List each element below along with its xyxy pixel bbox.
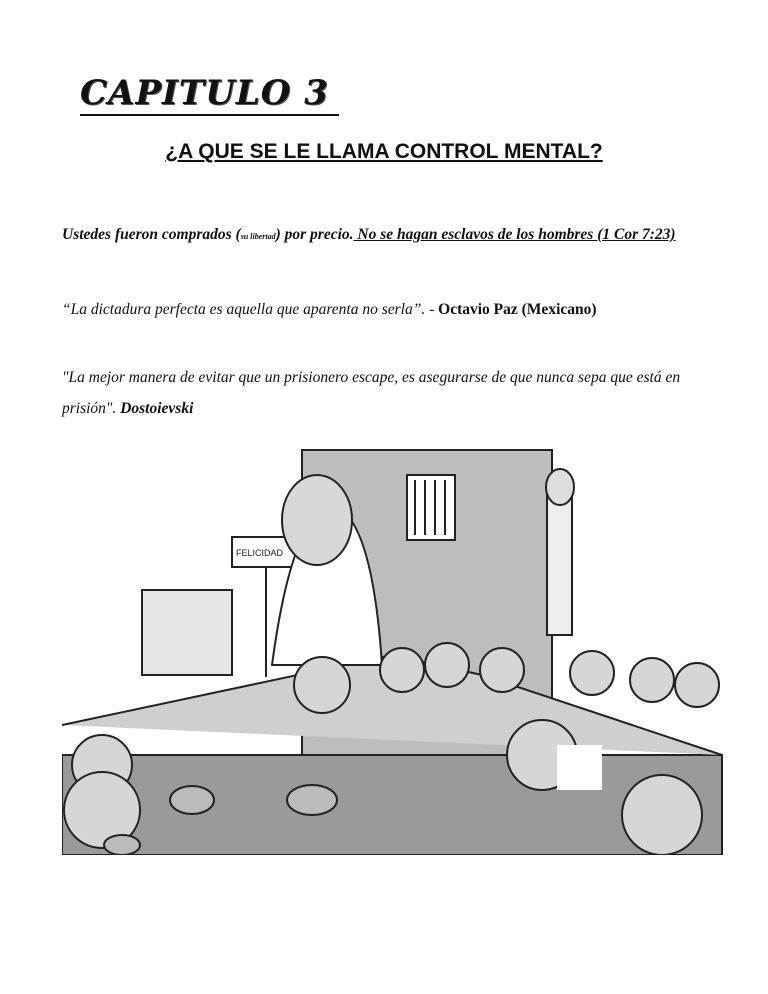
verse-paragraph: [62, 219, 732, 252]
page-title: [0, 140, 768, 164]
quote-author: Octavio Paz (Mexicano): [438, 301, 597, 318]
verse-reference: No se hagan esclavos de los hombres (1 Cor 7:23): [353, 226, 676, 243]
cartoon-illustration: [62, 425, 732, 855]
page-title-text: ¿A QUE SE LE LLAMA CONTROL MENTAL?: [165, 140, 603, 163]
speaker: [547, 495, 572, 635]
verse-text-2: ) por precio.: [275, 226, 354, 243]
verse-small-text: su libertad: [240, 232, 276, 241]
sign-text: FELICIDAD: [236, 548, 284, 558]
podium: [142, 590, 232, 675]
verse-text: Ustedes fueron comprados (: [62, 226, 241, 243]
chapter-heading: CAPITULO 3: [80, 72, 339, 116]
quote-dostoievski: [62, 362, 732, 424]
quote-text: “La dictadura perfecta es aquella que aparenta no serla”. -: [62, 301, 439, 318]
quote-author: Dostoievski: [120, 400, 194, 417]
quote-paz: [62, 294, 732, 325]
quote-text: "La mejor manera de evitar que un prisionero escape, es asegurarse de que nunca sepa que está en prisión".: [62, 369, 681, 417]
